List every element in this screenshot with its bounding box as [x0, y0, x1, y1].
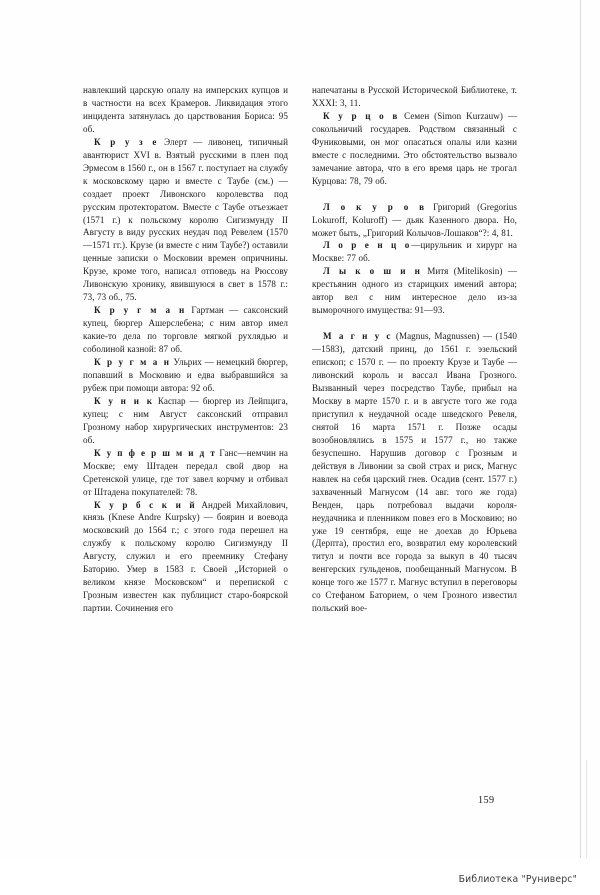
scan-edge-line: [580, 0, 581, 895]
entry-headword: К р у г м а н: [94, 357, 171, 368]
entry-headword: Л о к у р о в: [323, 201, 426, 212]
entry-headword: К у н и к: [94, 395, 154, 406]
letter-section-break: [312, 317, 517, 330]
index-entry-kunik-kaspar: [83, 395, 288, 447]
paragraph-continuation: навлекший царскую опалу на имперских купцов и в частности на всех Крамеров. Ликвидация этого инцидента затянулась до царствования Бориса: 95 об.: [83, 85, 288, 134]
letter-section-break: [312, 188, 517, 201]
entry-headword: К у р б с к и й: [94, 499, 197, 510]
index-entry-kurbskiy-andrey: [83, 499, 288, 616]
entry-headword: К р у з е: [94, 136, 159, 147]
index-entry-kruze-elert: [83, 136, 288, 304]
text-column-right: [312, 84, 517, 615]
entry-body: Митя (Mitelikosin) — крестьянин одного из старицких имений автора; автор вел с ним интересное дело из-за выморочного имущества: 91—93.: [312, 266, 518, 316]
entry-body: Семен (Simon Kurzauw) — сокольничий государев. Родством связанный с Фуниковыми, он мог опасаться опалы или казни вместе с последними. Это обстоятельство вызвало замечание автора, что в его время царь не трогал Курцова: 78, 79 об.: [312, 110, 517, 186]
index-entry-krugman-gartman: [83, 304, 288, 356]
text-column-left: [83, 84, 288, 615]
entry-body: Ганс—немчин на Москве; ему Штаден передал свой двор на Сретенской улице, где тот завел корчму и отбивал от Штадена покупателей: 78.: [83, 447, 288, 497]
entry-body: Элерт — ливонец, типичный авантюрист XVI в. Взятый русскими в плен под Эрмесом в 1560 г., он в 1567 г. поступает на службу к московскому царю и вместе с Таубе (см.) — создает проект Ливонского королевства под русским протекторатом. Вместе с Таубе отъезжает (1571 г.) к польскому королю Сигизмунду II Августу в виду русских неудач под Ревелем (1570—1571 гг.). Крузе (и вместе с ним Таубе?) оставили ценные записки о Московии времен опричнины. Крузе, кроме того, написал отповедь на Рюссову Ливонскую хронику, явившуюся в свет в 1578 г.: 73, 73 об., 75.: [83, 136, 288, 303]
index-entry-lokurov-grigoriy: [312, 201, 517, 240]
index-entry-lorenco: [312, 239, 517, 265]
entry-body: Каспар — бюргер из Лейпцига, купец; с ним Август саксонский отправил Грозному набор хирургических инструментов: 23 об.: [83, 395, 288, 445]
entry-headword: К у р ц о в: [323, 110, 400, 121]
entry-headword: К р у г м а н: [94, 305, 187, 316]
entry-body: Григорий (Gregorius Lokuroff, Koluroff) — дьяк Казенного двора. Но, может быть, „Григорий Колычов-Лошаков“?: 4, 81.: [312, 201, 517, 238]
entry-headword: Л о р е н ц о: [323, 240, 412, 251]
index-entry-kupfershmidt-gans: [83, 447, 288, 499]
entry-headword: М а г н у с: [323, 331, 393, 342]
index-entry-kurcov-semen: [312, 110, 517, 188]
entry-headword: К у п ф е р ш м и д т: [94, 447, 217, 458]
library-credit: Библиотека "Руниверс": [458, 874, 577, 885]
index-entry-magnus: [312, 330, 517, 615]
viewer-footer: [0, 858, 600, 895]
entry-headword: Л ы к о ш и н: [323, 266, 422, 277]
entry-body: Ульрих — немецкий бюргер, попавший в Московию и едва выбравшийся за рубеж при помощи автора: 92 об.: [83, 357, 288, 393]
index-entry-krugman-ulrih: [83, 356, 288, 395]
entry-body: —цирульник и хирург на Москве: 77 об.: [312, 240, 517, 264]
index-entry-lykoshin-mitya: [312, 265, 517, 317]
page-number: 159: [478, 795, 495, 806]
entry-body: Андрей Михайлович, князь (Knese Andre Kurpsky) — боярин и воевода московский до 1564 г.; с этого года перешел на службу к польскому королю Сигизмунду II Августу, служил и его преемнику Стефану Баторию. Умер в 1583 г. Своей „Историей о великом князе Московском“ и перепиской с Грозным известен как публицист старо-боярской партии. Сочинения его: [83, 499, 288, 614]
two-column-text-body: [83, 84, 517, 615]
entry-body: (Magnus, Magnussen) — (1540—1583), датский принц, до 1561 г. эзельский епископ; с 1570 г. — по проекту Крузе и Таубе — ливонский король и вассал Ивана Грозного. Вызванный через посредство Таубе, прибыл на Москву в марте 1570 г. и в августе того же года приступил к неудачной осаде шведского Ревеля, снятой 16 марта 1571 г. Позже осады возобновлялись в 1575 и 1577 г., но также безуспешно. Нарушив договор с Грозным и действуя в Ливонии за свой страх и риск, Магнус навлек на себя царский гнев. Осадив (сент. 1577 г.) захваченный Магнусом (14 авг. того же года) Венден, царь потребовал выдачи короля-неудачника и пленником повез его в Московию; но уже 19 сентября, еще не доехав до Юрьева (Дерпта), простил его, возвратил ему королевский титул и почти все города за выкуп в 40 тысяч венгерских гульденов, пообещанный Магнусом. В конце того же 1577 г. Магнус вступил в переговоры со Стефаном Баторием, о чем Грозного известил польский вое-: [312, 331, 517, 614]
paragraph-continuation: напечатаны в Русской Исторической Библиотеке, т. XXXI: 3, 11.: [312, 85, 517, 108]
entry-body: Гартман — саксонский купец, бюргер Ашерслебена; с ним автор имел какие-то дела по торговле мягкой рухлядью и соболиной казной: 87 об.: [83, 305, 288, 355]
